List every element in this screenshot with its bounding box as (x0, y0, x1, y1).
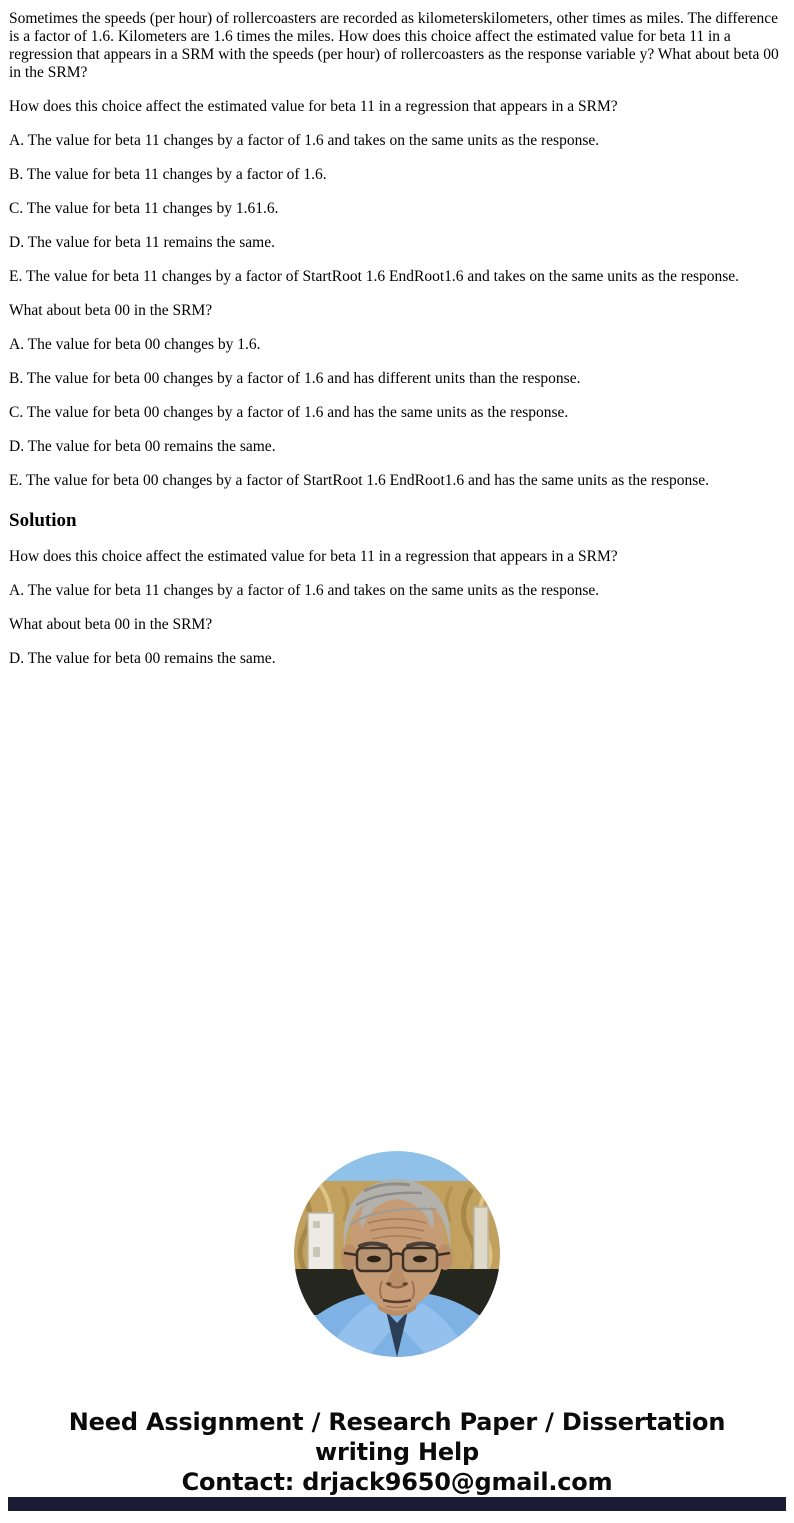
tutor-photo-avatar (294, 1151, 500, 1357)
part2-option-a: A. The value for beta 00 changes by 1.6. (9, 336, 261, 353)
part2-option-b: B. The value for beta 00 changes by a factor of 1.6 and has different units than the response. (9, 370, 581, 387)
part2-option-d: D. The value for beta 00 remains the same. (9, 438, 276, 455)
question-section (0, 0, 794, 668)
solution-part1-answer: A. The value for beta 11 changes by a factor of 1.6 and takes on the same units as the response. (9, 582, 600, 599)
question-part1-prompt: How does this choice affect the estimated value for beta 11 in a regression that appears in a SRM? (9, 98, 618, 115)
footer-contact-email: Contact: drjack9650@gmail.com (181, 1468, 613, 1496)
footer-ad (0, 1407, 794, 1497)
solution-part2-prompt: What about beta 00 in the SRM? (9, 616, 213, 633)
part1-option-e: E. The value for beta 11 changes by a factor of StartRoot 1.6 EndRoot1.6 and takes on the same units as the response. (9, 268, 740, 285)
footer-line1: Need Assignment / Research Paper / Dissertation (68, 1408, 726, 1436)
part1-option-d: D. The value for beta 11 remains the same. (9, 234, 275, 251)
bottom-bar (8, 1497, 786, 1511)
question-intro: Sometimes the speeds (per hour) of rollercoasters are recorded as kilometerskilometers, other times as miles. The difference is a factor of 1.6. Kilometers are 1.6 times the miles. How does this choice affect the estimated value for beta 11 in a regression that appears in a SRM with the speeds (per hour) of rollercoasters as the response variable y? What about beta 00 in the SRM? (9, 10, 779, 81)
solution-part1-prompt: How does this choice affect the estimated value for beta 11 in a regression that appears in a SRM? (9, 548, 618, 565)
footer-line2: writing Help (315, 1438, 479, 1466)
solution-part2-answer: D. The value for beta 00 remains the same. (9, 650, 276, 667)
tutor-portrait-image (294, 1151, 500, 1357)
part1-option-a: A. The value for beta 11 changes by a factor of 1.6 and takes on the same units as the response. (9, 132, 600, 149)
part1-option-b: B. The value for beta 11 changes by a factor of 1.6. (9, 166, 327, 183)
solution-heading: Solution (9, 510, 77, 531)
part2-option-c: C. The value for beta 00 changes by a factor of 1.6 and has the same units as the response. (9, 404, 569, 421)
part1-option-c: C. The value for beta 11 changes by 1.61.6. (9, 200, 279, 217)
part2-option-e: E. The value for beta 00 changes by a factor of StartRoot 1.6 EndRoot1.6 and has the same units as the response. (9, 472, 710, 489)
question-part2-prompt: What about beta 00 in the SRM? (9, 302, 213, 319)
